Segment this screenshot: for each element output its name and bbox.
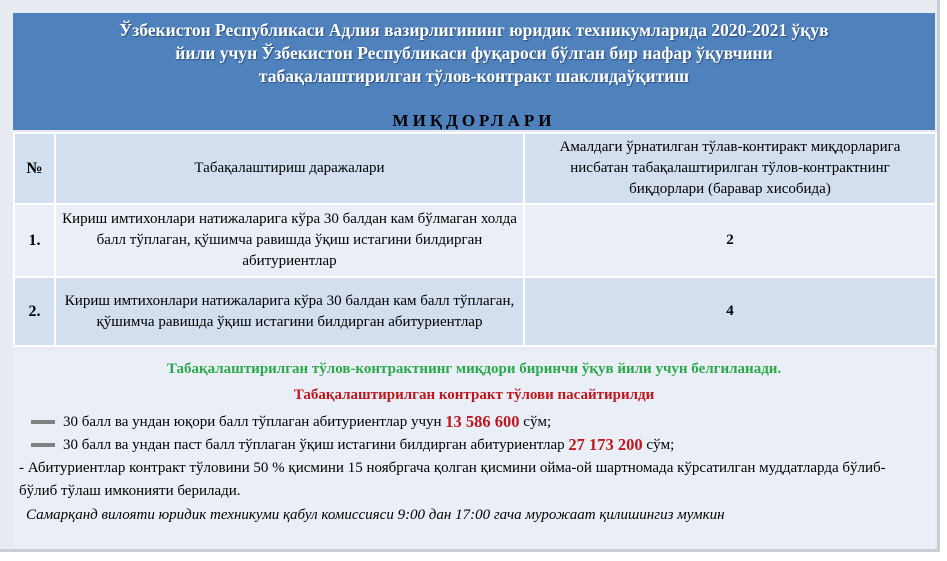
- page-subtitle: МИҚДОРЛАРИ: [13, 111, 935, 130]
- header-banner: [13, 13, 935, 130]
- dash-icon: [31, 420, 55, 424]
- bullet-text: 30 балл ва ундан юқори балл тўплаган абитуриентлар учун: [63, 413, 442, 430]
- info-panel: [13, 350, 935, 549]
- bullet-suffix: сўм;: [523, 413, 552, 430]
- table-row: [14, 204, 936, 277]
- first-year-note: Табақалаштирилган тўлов-контрактнинг миқдори биринчи ўқув йили учун белгиланади.: [166, 361, 782, 377]
- dash-icon: [31, 443, 55, 447]
- row-value: 4: [524, 277, 936, 346]
- table-row: [14, 277, 936, 346]
- installment-note: - Абитуриентлар контракт тўловини 50 % қисмини 15 ноябргача қолган қисмини ойма-ой шартномада кўрсатилган муддатларда бўлиб-бўлиб тўлаш имконияти берилади.: [19, 460, 886, 499]
- row-level: Кириш имтихонлари натижаларига кўра 30 балдан кам бўлмаган холда балл тўплаган, қўшимча равишда ўқиш истагини билдирган абитуриентлар: [55, 204, 524, 277]
- price-bullet: [31, 412, 551, 432]
- column-header-value: Амалдаги ўрнатилган тўлав-контиракт миқдорларига нисбатан табақалаштирилган тўлов-контрактнинг биқдорлари (баравар хисобида): [524, 133, 936, 204]
- bullet-text: 30 балл ва ундан паст балл тўплаган ўқиш истагини билдирган абитуриентлар: [63, 436, 565, 453]
- contract-table: [13, 132, 937, 347]
- row-value: 2: [524, 204, 936, 277]
- column-header-level: Табақалаштириш даражалари: [55, 133, 524, 204]
- bullet-suffix: сўм;: [646, 436, 675, 453]
- row-number: 1.: [14, 204, 55, 277]
- column-header-number: №: [14, 133, 55, 204]
- contact-footer: Самарқанд вилояти юридик техникуми қабул комиссияси 9:00 дан 17:00 гача мурожаат қилишингиз мумкин: [26, 507, 725, 523]
- price-amount: 27 173 200: [568, 435, 643, 454]
- title-line: йили учун Ўзбекистон Республикаси фуқароси бўлган бир нафар ўқувчини: [175, 43, 773, 63]
- title-line: табақалаштирилган тўлов-контракт шаклидаўқитиш: [258, 66, 690, 86]
- table-header-row: [14, 133, 936, 204]
- reduction-note: Табақалаштирилган контракт тўлови пасайтирилди: [293, 387, 655, 403]
- row-level: Кириш имтихонлари натижаларига кўра 30 балдан кам балл тўплаган, қўшимча равишда ўқиш истагини билдирган абитуриентлар: [55, 277, 524, 346]
- row-number: 2.: [14, 277, 55, 346]
- price-amount: 13 586 600: [445, 412, 520, 431]
- page-title: [13, 13, 935, 88]
- price-bullet: [31, 435, 674, 455]
- title-line: Ўзбекистон Республикаси Адлия вазирлигининг юридик техникумларида 2020-2021 ўқув: [119, 20, 829, 40]
